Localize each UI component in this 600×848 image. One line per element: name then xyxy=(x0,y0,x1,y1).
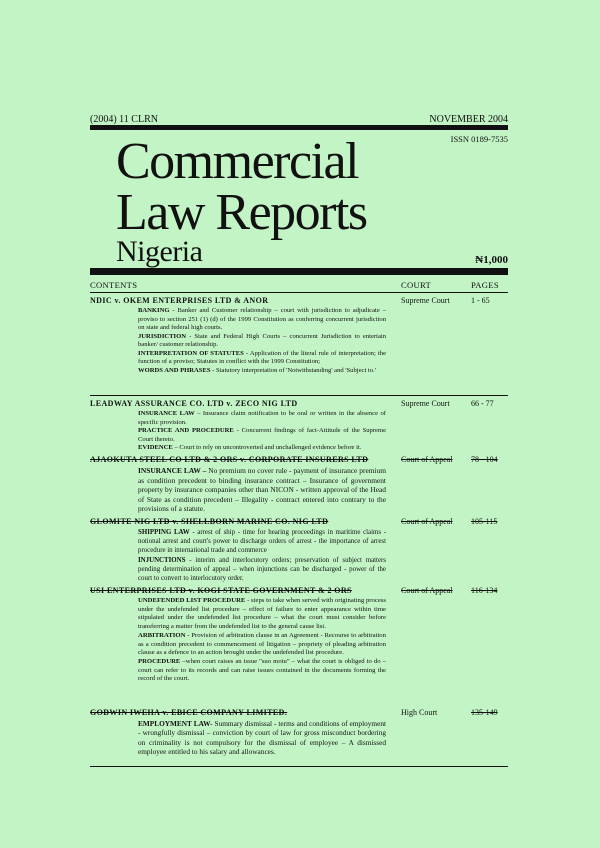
summary-text: - steps to take when served with originating process under the undefended list procedure – effect of failure to enter appearance within time stipulated under the undefended list procedure – what the court must consider before transferring a matter from the undefended list to the general cause list. xyxy=(138,597,386,631)
masthead-rule xyxy=(90,268,508,275)
summary-text: - Provision of arbitration clause in an Agreement - Recourse to arbitration as a condition precedent to commencement of litigation – propriety of pleading arbitration clause as a defence to an action brought under the undefended list procedure. xyxy=(138,631,386,657)
summary-item xyxy=(138,350,386,367)
summary-item xyxy=(138,719,386,757)
keyword: ARBITRATION xyxy=(138,631,186,639)
summary-item xyxy=(138,466,386,514)
summary-item xyxy=(138,632,386,658)
summary-text: Summary dismissal - terms and conditions of employment - wrongfully dismissal – conviction by court of law for gross misconduct bordering on criminality is not compulsory for the dismissal of employee – A dismissed employee entitled to his salary and allowances. xyxy=(138,719,386,757)
contents-entry xyxy=(90,586,508,684)
page-range: 66 - 77 xyxy=(471,399,494,408)
keyword: EVIDENCE xyxy=(138,444,173,451)
summary-text: - Banker and Customer relationship – court with jurisdiction to adjudicate – proviso to section 251 (1) (d) of the 1999 Constitution as conferring concurrent jurisdiction on state and federal high courts. xyxy=(138,307,386,331)
contents-entry xyxy=(90,296,508,375)
case-title: GLOMITE NIG LTD v. SHELLBORN MARINE CO. NIG LTD xyxy=(90,517,329,526)
keyword: PRACTICE AND PROCEDURE xyxy=(138,427,234,434)
court-name: Court of Appeal xyxy=(401,586,453,595)
summary-text: No premium no cover rule - payment of insurance premium as condition precedent to binding insurance contract – Insurance of government property by insurance companies other than NICON - written approval of the Head of State as condition precedent – Illegality - contract entered into contrary to the provisions of a statute. xyxy=(138,466,386,514)
summary-text: –when court raises an issue "suo motu" – what the court is obliged to do – court can refer to its records and can raise issues contained in the documents forming the record of the court. xyxy=(138,657,386,683)
summary-item xyxy=(138,528,386,556)
summary-text: – Court to rely on uncontroverted and unchallenged evidence before it. xyxy=(172,444,362,451)
court-header: COURT xyxy=(401,280,432,290)
court-name: Court of Appeal xyxy=(401,455,453,464)
summary-text: - Application of the literal rule of interpretation; the function of a proviso; Statutes in conflict with the 1999 Constitution; xyxy=(138,349,386,365)
contents-entry xyxy=(90,455,508,514)
summary-item xyxy=(138,427,386,444)
contents-entry xyxy=(90,517,508,583)
court-name: High Court xyxy=(401,708,438,717)
top-rule xyxy=(90,125,508,130)
bottom-rule xyxy=(90,766,508,767)
keyword: PROCEDURE xyxy=(138,657,181,665)
contents-entry xyxy=(90,399,508,453)
contents-entry xyxy=(90,708,508,757)
court-name: Supreme Court xyxy=(401,296,450,305)
summary-item xyxy=(138,444,386,453)
keyword: WORDS AND PHRASES xyxy=(138,366,211,374)
keyword: INSURANCE LAW xyxy=(138,410,195,417)
contents-header: CONTENTS xyxy=(90,280,138,290)
keyword: INTERPRETATION OF STATUTES xyxy=(138,349,244,357)
keyword: SHIPPING LAW xyxy=(138,529,190,536)
journal-title-line2: Law Reports xyxy=(116,184,367,241)
case-title: NDIC v. OKEM ENTERPRISES LTD & ANOR xyxy=(90,296,269,305)
keyword: EMPLOYMENT LAW- xyxy=(138,719,213,728)
summary-text: - Statutory interpretation of 'Notwithstanding' and 'Subject to.' xyxy=(210,366,376,374)
summary-item xyxy=(138,556,386,584)
court-name: Court of Appeal xyxy=(401,517,453,526)
issue-date: NOVEMBER 2004 xyxy=(429,114,508,125)
summary-item xyxy=(138,410,386,427)
keyword: BANKING xyxy=(138,307,170,314)
summary-text: - State and Federal High Courts – concurrent Jurisdiction to entertain banker/ customer relationship. xyxy=(138,332,386,348)
keyword: UNDEFENDED LIST PROCEDURE xyxy=(138,597,246,604)
summary-text: - interim and interlocutory orders; preservation of subject matters pending determination of appeal – when injunctions can be discharged - power of the court to convert to interlocutory order. xyxy=(138,556,386,583)
keyword: INSURANCE LAW – xyxy=(138,466,207,475)
journal-title-line1: Commercial xyxy=(116,133,359,190)
case-title: LEADWAY ASSURANCE CO. LTD v. ZECO NIG LTD xyxy=(90,399,298,408)
case-title: USI ENTERPRISES LTD v. KOGI STATE GOVERNMENT & 2 ORS xyxy=(90,586,352,595)
journal-subtitle: Nigeria xyxy=(116,235,203,268)
summary-item xyxy=(138,333,386,350)
keyword: JURISDICTION xyxy=(138,332,186,340)
page-range: 105-115 xyxy=(471,517,498,526)
summary-item xyxy=(138,367,386,376)
volume-citation: (2004) 11 CLRN xyxy=(90,114,158,125)
pages-header: PAGES xyxy=(471,280,499,290)
case-title: AJAOKUTA STEEL CO LTD & 2 ORS v. CORPORATE INSURERS LTD xyxy=(90,455,369,464)
page-range: 116-134 xyxy=(471,586,498,595)
summary-text: - Concurrent findings of fact-Attitude of the Supreme Court thereto. xyxy=(138,427,387,443)
court-name: Supreme Court xyxy=(401,399,450,408)
keyword: INJUNCTIONS xyxy=(138,556,186,564)
header-rule xyxy=(90,292,508,293)
case-title: GODWIN IWEHA v. EBICE COMPANY LIMITED. xyxy=(90,708,288,717)
summary-text: – Insurance claim notification to be oral or written in the absence of specific provision. xyxy=(138,410,386,426)
page-range: 135-149 xyxy=(471,708,498,717)
issn: ISSN 0189-7535 xyxy=(450,134,508,144)
summary-item xyxy=(138,307,386,333)
summary-text: - arrest of ship - time for hearing proceedings in maritime claims - notional arrest and court's power to discharge orders of arrest - the importance of arrest procedure in international trade and commerce xyxy=(138,529,387,555)
price: ₦1,000 xyxy=(475,254,508,266)
summary-item xyxy=(138,597,386,632)
summary-item xyxy=(138,658,386,684)
entry-divider xyxy=(90,395,508,396)
page-range: 78 - 104 xyxy=(471,455,498,464)
page-range: 1 - 65 xyxy=(471,296,490,305)
